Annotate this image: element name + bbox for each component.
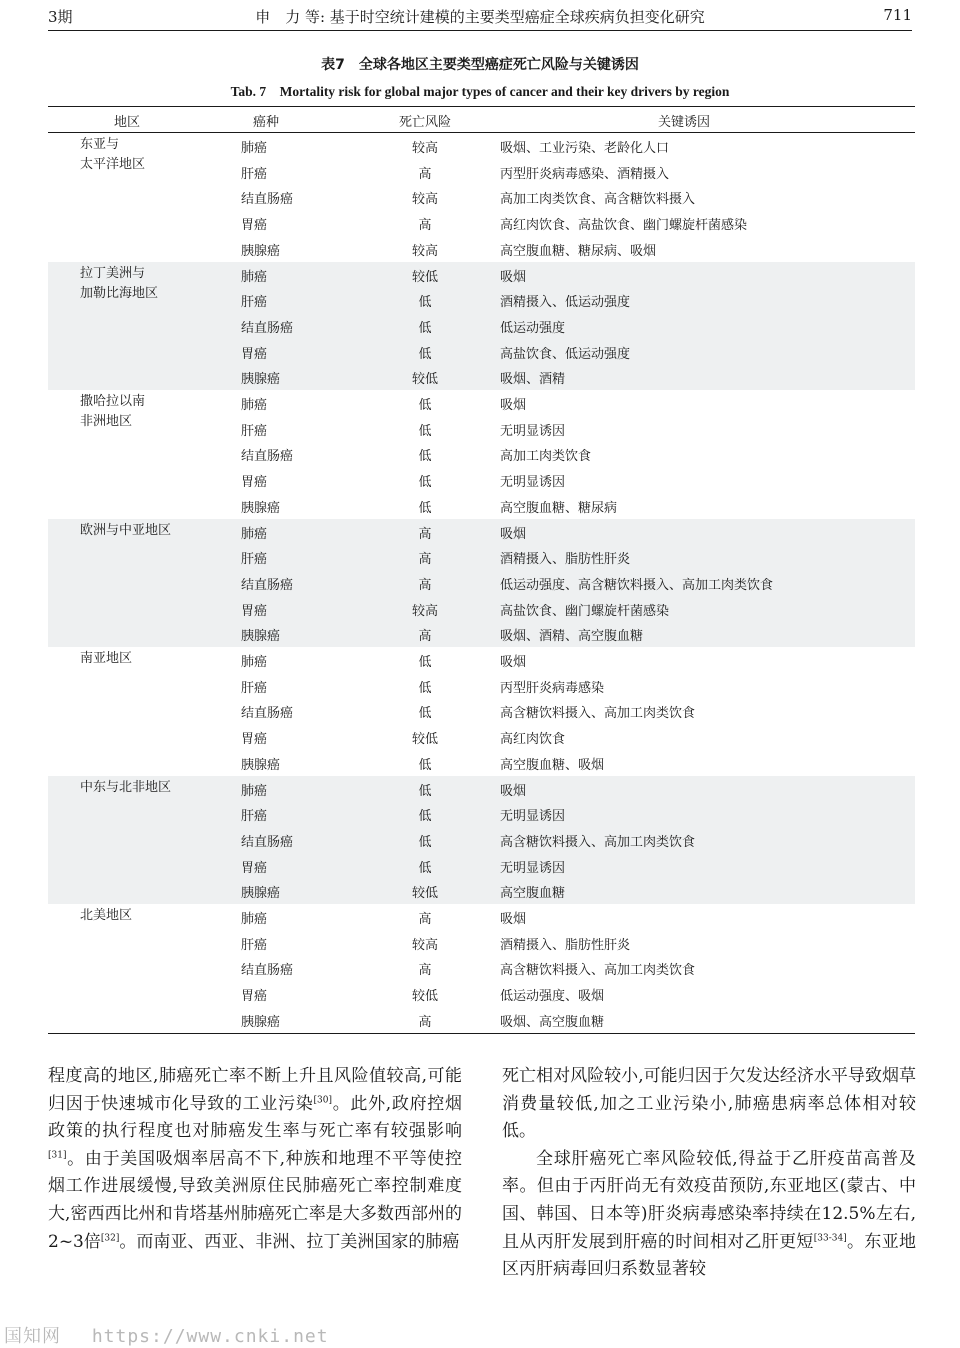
cancer-type-cell: 结直肠癌: [241, 192, 294, 208]
text-run: 。此外,政府控烟政策的执行程度也对肺癌发生率与死亡率有较强影响: [48, 1093, 463, 1142]
table-row: [48, 1007, 915, 1033]
cancer-type-cell: 胰腺癌: [241, 372, 281, 388]
cancer-type-cell: 肝癌: [241, 166, 268, 182]
cnki-watermark: 国知网 https://www.cnki.net: [4, 1326, 329, 1347]
table-row: [48, 313, 915, 339]
header-cancer-type: 癌种: [253, 115, 280, 130]
table-caption-en: Tab. 7 Mortality risk for global major types of cancer and their key drivers by region: [230, 84, 730, 99]
cancer-type-cell: 结直肠癌: [241, 834, 294, 850]
text-run: 全球肝癌死亡率风险较低,得益于乙肝疫苗高普及率。但由于丙肝尚无有效疫苗预防,东亚地区(蒙古、中国、韩国、日本等)肝炎病毒感染率持续在12.5%左右,且从丙肝发展到肝癌的时间相对乙肝更短: [502, 1148, 916, 1252]
table-body: [48, 133, 915, 1033]
mortality-risk-cell: 低: [418, 706, 432, 722]
table-row: [48, 596, 915, 622]
region-name-line: 北美地区: [80, 908, 133, 923]
key-drivers-cell: 酒精摄入、脂肪性肝炎: [500, 552, 631, 568]
table-row: [48, 776, 915, 802]
region-group: [48, 904, 915, 1033]
cancer-type-cell: 肝癌: [241, 552, 268, 568]
key-drivers-cell: 无明显诱因: [500, 475, 566, 491]
mortality-risk-cell: 高: [418, 1014, 432, 1030]
mortality-risk-cell: 高: [418, 577, 432, 593]
cancer-type-cell: 胰腺癌: [241, 886, 281, 902]
region-name-line: 中东与北非地区: [80, 779, 172, 795]
citation-ref[interactable]: [32]: [100, 1232, 120, 1243]
key-drivers-cell: 无明显诱因: [500, 860, 566, 876]
text-run: 。而南亚、西亚、非洲、拉丁美洲国家的肺癌: [119, 1231, 460, 1252]
table-row: [48, 519, 915, 545]
mortality-risk-cell: 低: [418, 860, 432, 876]
mortality-risk-cell: 低: [418, 320, 432, 336]
mortality-risk-cell: 低: [418, 475, 432, 491]
mortality-risk-cell: 较低: [411, 732, 438, 748]
table-row: [48, 801, 915, 827]
cancer-type-cell: 肺癌: [241, 783, 268, 799]
mortality-risk-cell: 较低: [411, 372, 438, 388]
cancer-type-cell: 结直肠癌: [241, 577, 294, 593]
cancer-type-cell: 肺癌: [241, 912, 268, 927]
mortality-risk-cell: 低: [418, 783, 432, 799]
cancer-type-cell: 结直肠癌: [241, 963, 294, 979]
table-row: [48, 981, 915, 1007]
paragraph: 死亡相对风险较小,可能归因于欠发达经济水平导致烟草消费量较低,加之工业污染小,肺癌患病率总体相对较低。: [502, 1066, 916, 1142]
region-name-line: 南亚地区: [80, 651, 133, 666]
region-group: [48, 262, 915, 391]
mortality-risk-cell: 低: [418, 346, 432, 362]
table-row: [48, 133, 915, 159]
key-drivers-cell: 高红肉饮食: [500, 732, 566, 748]
mortality-risk-cell: 低: [418, 500, 432, 516]
cancer-type-cell: 肺癌: [241, 269, 268, 285]
region-group: [48, 133, 915, 262]
running-title: 申 力 等: 基于时空统计建模的主要类型癌症全球疾病负担变化研究: [255, 8, 705, 26]
table-row: [48, 493, 915, 519]
key-drivers-cell: 吸烟: [500, 783, 527, 799]
mortality-risk-cell: 高: [418, 963, 432, 979]
cancer-type-cell: 肝癌: [241, 937, 268, 953]
key-drivers-cell: 高含糖饮料摄入、高加工肉类饮食: [500, 963, 696, 979]
cancer-type-cell: 胰腺癌: [241, 1014, 281, 1030]
cancer-type-cell: 胰腺癌: [241, 757, 281, 773]
table-row: [48, 904, 915, 930]
key-drivers-cell: 高含糖饮料摄入、高加工肉类饮食: [500, 706, 696, 722]
cancer-type-cell: 结直肠癌: [241, 449, 294, 465]
mortality-risk-cell: 低: [418, 757, 432, 773]
cancer-type-cell: 胃癌: [241, 346, 268, 362]
key-drivers-cell: 吸烟: [500, 526, 527, 542]
key-drivers-cell: 吸烟、高空腹血糖: [500, 1014, 605, 1030]
mortality-risk-cell: 高: [418, 218, 432, 234]
mortality-risk-cell: 低: [418, 834, 432, 850]
header-key-drivers: 关键诱因: [658, 115, 711, 130]
mortality-risk-cell: 低: [418, 680, 432, 696]
table-row: [48, 878, 915, 904]
table-row: [48, 184, 915, 210]
cancer-type-cell: 肝癌: [241, 295, 268, 311]
mortality-risk-cell: 高: [418, 166, 432, 182]
table-row: [48, 262, 915, 288]
key-drivers-cell: 吸烟: [500, 655, 527, 670]
key-drivers-cell: 高红肉饮食、高盐饮食、幽门螺旋杆菌感染: [500, 218, 748, 234]
mortality-risk-cell: 高: [418, 552, 432, 568]
key-drivers-cell: 丙型肝炎病毒感染: [500, 680, 605, 696]
key-drivers-cell: 无明显诱因: [500, 423, 566, 439]
table-row: [48, 621, 915, 647]
key-drivers-cell: 吸烟、工业污染、老龄化人口: [500, 141, 670, 156]
key-drivers-cell: 高空腹血糖、吸烟: [500, 757, 605, 773]
table-row: [48, 390, 915, 416]
table-row: [48, 570, 915, 596]
region-name-line: 太平洋地区: [80, 157, 146, 172]
mortality-risk-cell: 低: [418, 423, 432, 439]
region-name-line: 非洲地区: [80, 414, 133, 429]
region-name-line: 加勒比海地区: [80, 285, 159, 301]
cancer-type-cell: 肺癌: [241, 141, 268, 156]
key-drivers-cell: 高加工肉类饮食: [500, 449, 592, 465]
key-drivers-cell: 低运动强度、吸烟: [500, 989, 605, 1005]
citation-ref[interactable]: [30]: [313, 1094, 332, 1105]
mortality-risk-cell: 低: [418, 398, 432, 413]
mortality-risk-cell: 较高: [411, 141, 438, 156]
cancer-type-cell: 胃癌: [241, 989, 268, 1005]
region-name-line: 撒哈拉以南: [80, 394, 146, 409]
running-header: [48, 0, 912, 31]
cancer-type-cell: 肝癌: [241, 680, 268, 696]
mortality-risk-cell: 较高: [411, 192, 438, 208]
mortality-risk-cell: 较高: [411, 937, 438, 953]
cancer-type-cell: 胃癌: [241, 475, 268, 491]
cancer-type-cell: 肝癌: [241, 809, 268, 825]
table-row: [48, 647, 915, 673]
region-name-line: 欧洲与中亚地区: [80, 522, 172, 538]
paragraph: [502, 1146, 916, 1284]
mortality-risk-cell: 低: [418, 809, 432, 825]
cancer-type-cell: 肺癌: [241, 526, 268, 542]
cancer-type-cell: 胃癌: [241, 732, 268, 748]
cancer-type-cell: 胰腺癌: [241, 629, 281, 645]
issue-number: 3期: [48, 8, 73, 26]
cancer-type-cell: 肝癌: [241, 423, 268, 439]
cancer-type-cell: 肺癌: [241, 655, 268, 670]
paragraph: [48, 1063, 462, 1256]
cancer-type-cell: 肺癌: [241, 398, 268, 413]
mortality-risk-cell: 较高: [411, 243, 438, 259]
region-name-line: 东亚与: [80, 137, 120, 152]
table-row: [48, 544, 915, 570]
table-row: [48, 441, 915, 467]
citation-ref[interactable]: [31]: [48, 1150, 67, 1161]
region-group: [48, 776, 915, 905]
mortality-risk-cell: 低: [418, 295, 432, 311]
text-run: 程度高的地区,肺癌死亡率不断上升且风险值较高,可能归因于快速城市化导致的工业污染: [48, 1066, 462, 1114]
cancer-type-cell: 胃癌: [241, 218, 268, 234]
mortality-risk-table: [48, 106, 915, 1034]
page-number: 711: [883, 6, 912, 24]
table-row: [48, 210, 915, 236]
mortality-risk-cell: 低: [418, 449, 432, 465]
citation-ref[interactable]: [33-34]: [813, 1232, 847, 1243]
key-drivers-cell: 高空腹血糖、糖尿病、吸烟: [500, 243, 657, 259]
mortality-risk-cell: 较低: [411, 269, 438, 285]
key-drivers-cell: 吸烟: [500, 398, 527, 413]
mortality-risk-cell: 高: [418, 526, 432, 542]
mortality-risk-cell: 高: [418, 912, 432, 927]
table-header-row: [48, 107, 915, 133]
key-drivers-cell: 高盐饮食、幽门螺旋杆菌感染: [500, 603, 670, 619]
key-drivers-cell: 无明显诱因: [500, 809, 566, 825]
table-row: [48, 339, 915, 365]
table-row: [48, 287, 915, 313]
header-mortality-risk: 死亡风险: [398, 115, 451, 130]
mortality-risk-cell: 较低: [411, 989, 438, 1005]
table-row: [48, 159, 915, 185]
mortality-risk-cell: 较低: [411, 886, 438, 902]
table-row: [48, 467, 915, 493]
table-caption-cn: 表7 全球各地区主要类型癌症死亡风险与关键诱因: [321, 57, 639, 73]
key-drivers-cell: 高加工肉类饮食、高含糖饮料摄入: [500, 192, 696, 208]
key-drivers-cell: 高含糖饮料摄入、高加工肉类饮食: [500, 834, 696, 850]
text-run: 。由于美国吸烟率居高不下,种族和地理不平等使控烟工作进展缓慢,导致美洲原住民肺癌死亡率控制难度大,密西西比州和肯塔基州肺癌死亡率是大多数西部州的2~3倍: [48, 1148, 462, 1252]
table-row: [48, 853, 915, 879]
key-drivers-cell: 吸烟: [500, 912, 527, 927]
region-group: [48, 647, 915, 776]
cancer-type-cell: 胰腺癌: [241, 243, 281, 259]
key-drivers-cell: 高盐饮食、低运动强度: [500, 346, 631, 362]
key-drivers-cell: 吸烟、酒精: [500, 372, 566, 388]
key-drivers-cell: 低运动强度: [500, 320, 566, 336]
cancer-type-cell: 胰腺癌: [241, 500, 281, 516]
key-drivers-cell: 酒精摄入、脂肪性肝炎: [500, 937, 631, 953]
key-drivers-cell: 高空腹血糖、糖尿病: [500, 500, 618, 516]
body-column-right: [502, 1063, 916, 1284]
region-name-line: 拉丁美洲与: [80, 265, 146, 281]
key-drivers-cell: 丙型肝炎病毒感染、酒精摄入: [500, 166, 670, 182]
key-drivers-cell: 酒精摄入、低运动强度: [500, 295, 631, 311]
cancer-type-cell: 结直肠癌: [241, 320, 294, 336]
key-drivers-cell: 高空腹血糖: [500, 886, 566, 902]
table-row: [48, 673, 915, 699]
key-drivers-cell: 吸烟、酒精、高空腹血糖: [500, 629, 644, 645]
header-region: 地区: [114, 115, 141, 130]
cancer-type-cell: 胃癌: [241, 860, 268, 876]
table-row: [48, 724, 915, 750]
table-row: [48, 827, 915, 853]
table-row: [48, 698, 915, 724]
table-row: [48, 236, 915, 262]
table-row: [48, 416, 915, 442]
mortality-risk-cell: 高: [418, 629, 432, 645]
table-row: [48, 750, 915, 776]
key-drivers-cell: 低运动强度、高含糖饮料摄入、高加工肉类饮食: [500, 577, 774, 593]
cancer-type-cell: 结直肠癌: [241, 706, 294, 722]
table-row: [48, 930, 915, 956]
key-drivers-cell: 吸烟: [500, 269, 527, 285]
text-run: 。东亚地区丙肝病毒回归系数显著较: [502, 1231, 917, 1280]
table-row: [48, 955, 915, 981]
table-row: [48, 364, 915, 390]
region-group: [48, 519, 915, 648]
mortality-risk-cell: 较高: [411, 603, 438, 619]
region-group: [48, 390, 915, 519]
cancer-type-cell: 胃癌: [241, 603, 268, 619]
mortality-risk-cell: 低: [418, 655, 432, 670]
body-column-left: [48, 1063, 462, 1256]
